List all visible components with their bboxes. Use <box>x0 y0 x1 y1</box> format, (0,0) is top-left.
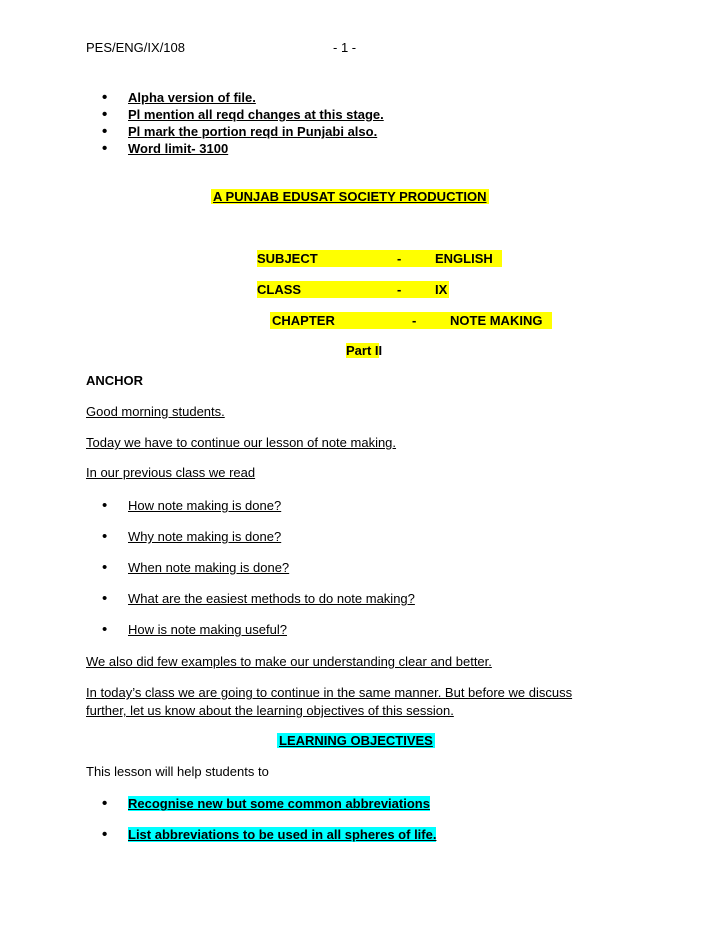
subject-dash: - <box>397 251 402 266</box>
editorial-note <box>90 106 384 123</box>
objective-item <box>90 795 436 812</box>
class-value: IX <box>435 282 448 297</box>
objective-item <box>90 826 436 843</box>
previous-topic <box>90 497 415 514</box>
examples-line: We also did few examples to make our understanding clear and better. <box>86 654 492 669</box>
objective-text: Recognise new but some common abbreviations <box>128 796 430 811</box>
objectives-heading: LEARNING OBJECTIVES <box>279 733 433 748</box>
objective-text: List abbreviations to be used in all spheres of life. <box>128 827 437 842</box>
previous-topic-text: How note making is done? <box>128 498 282 513</box>
editorial-notes-list <box>90 89 384 157</box>
previous-topic-text: What are the easiest methods to do note making? <box>128 591 415 606</box>
editorial-note <box>90 89 384 106</box>
class-dash: - <box>397 282 402 297</box>
production-title: A PUNJAB EDUSAT SOCIETY PRODUCTION <box>213 189 487 204</box>
previous-topic-text: How is note making useful? <box>128 622 287 637</box>
greeting-line: Good morning students. <box>86 404 225 419</box>
today-line-2: further, let us know about the learning objectives of this session. <box>86 703 454 718</box>
subject-value: ENGLISH <box>435 251 493 266</box>
chapter-dash: - <box>412 313 417 328</box>
previous-class-line: In our previous class we read <box>86 465 256 480</box>
previous-topic <box>90 528 415 545</box>
editorial-note <box>90 140 384 157</box>
editorial-note-text: Pl mark the portion reqd in Punjabi also. <box>128 124 378 139</box>
chapter-label: CHAPTER <box>272 313 335 328</box>
objectives-list <box>90 795 436 843</box>
anchor-heading: ANCHOR <box>86 373 144 388</box>
chapter-row <box>270 312 552 329</box>
previous-topic-text: When note making is done? <box>128 560 290 575</box>
subject-label: SUBJECT <box>257 251 318 266</box>
part-label-highlight: Part I <box>346 343 379 358</box>
intro-line: Today we have to continue our lesson of note making. <box>86 435 397 450</box>
document-code: PES/ENG/IX/108 <box>86 40 185 55</box>
class-label: CLASS <box>257 282 302 297</box>
class-row <box>257 281 449 298</box>
page-number: - 1 - <box>333 40 357 55</box>
chapter-value: NOTE MAKING <box>450 313 543 328</box>
previous-topic <box>90 590 415 607</box>
part-label-rest: I <box>378 343 383 358</box>
editorial-note-text: Pl mention all reqd changes at this stage. <box>128 107 384 122</box>
previous-topics-list <box>90 497 415 638</box>
previous-topic <box>90 559 415 576</box>
editorial-note-text: Alpha version of file. <box>128 90 256 105</box>
editorial-note-text: Word limit- 3100 <box>128 141 229 156</box>
previous-topic <box>90 621 415 638</box>
part-label <box>346 343 382 358</box>
previous-topic-text: Why note making is done? <box>128 529 282 544</box>
today-line-1: In today’s class we are going to continue in the same manner. But before we discuss <box>86 685 573 700</box>
objectives-intro: This lesson will help students to <box>86 764 269 779</box>
editorial-note <box>90 123 384 140</box>
subject-row <box>257 250 502 267</box>
